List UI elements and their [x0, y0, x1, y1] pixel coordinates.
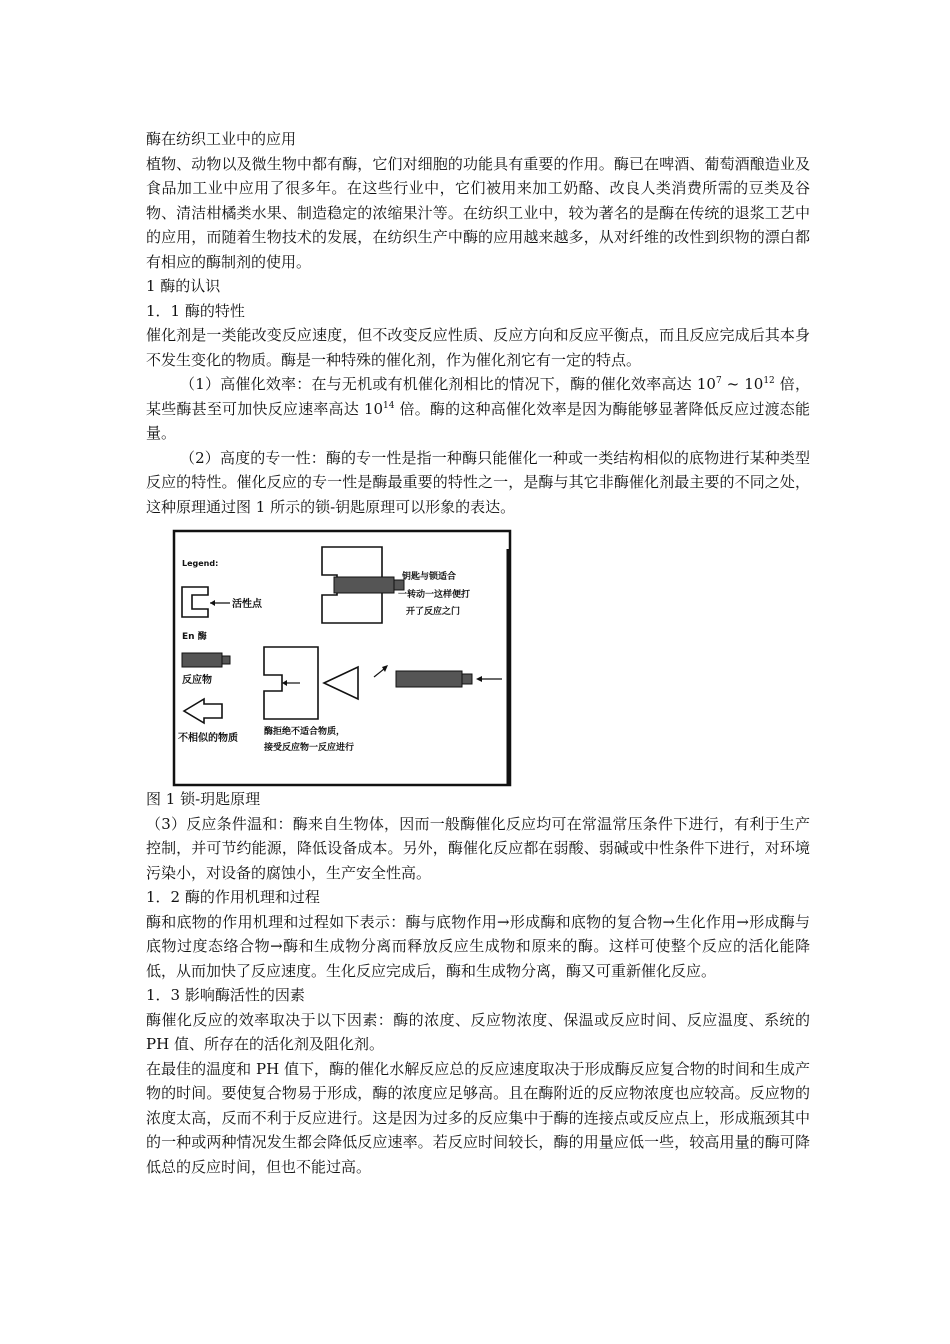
- key-fit-label-1: 钥匙与锁适合: [402, 572, 457, 582]
- lock-key-figure: [172, 529, 512, 787]
- legend-reactant-shape: [182, 653, 222, 667]
- mild-conditions-paragraph: （3）反应条件温和：酶来自生物体，因而一般酶催化反应均可在常温常压条件下进行，有利于生产控制，并可节约能源，降低设备成本。另外，酶催化反应都在弱酸、弱碱或中性条件下进行，对环境污染小，对设备的腐蚀小，生产安全性高。: [146, 814, 810, 882]
- intro-paragraph: 植物、动物以及微生物中都有酶，它们对细胞的功能具有重要的作用。酶已在啤酒、葡萄酒酿造业及食品加工业中应用了很多年。在这些行业中，它们被用来加工奶酪、改良人类消费所需的豆类及谷物、清洁柑橘类水果、制造稳定的浓缩果汁等。在纺织工业中，较为著名的是酶在传统的退浆工艺中的应用，而随着生物技术的发展，在纺织生产中酶的应用越来越多，从对纤维的改性到织物的漂白都有相应的酶制剂的使用。: [146, 154, 810, 271]
- factors-paragraph: 酶催化反应的效率取决于以下因素：酶的浓度、反应物浓度、保温或反应时间、反应温度、系统的 PH 值、所存在的活化剂及阻化剂。: [146, 1010, 810, 1053]
- reactant-knob: [462, 674, 472, 684]
- reject-label-2: 接受反应物一反应进行: [264, 743, 355, 753]
- key-fit-label-3: 开了反应之门: [406, 607, 461, 617]
- active-site-label: 活性点: [232, 599, 262, 610]
- figure-caption: 图 1 锁-玥匙原理: [146, 790, 261, 808]
- mechanism-paragraph: 酶和底物的作用机理和过程如下表示：酶与底物作用→形成酶和底物的复合物→生化作用→形成酶与底物过度态络合物→酶和生成物分离而释放反应生成物和原来的酶。这样可使整个反应的活化能降低，从而加快了反应速度。生化反应完成后，酶和生成物分离，酶又可重新催化反应。: [146, 912, 810, 980]
- reject-label-1: 酶拒绝不适合物质，: [264, 727, 346, 737]
- section-1-3-heading: 1．3 影响酶活性的因素: [146, 986, 305, 1004]
- lock-key-diagram: [172, 529, 512, 787]
- legend-reactant-knob: [222, 656, 230, 664]
- reactant-label: 反应物: [182, 675, 212, 686]
- section-1-2-heading: 1．2 酶的作用机理和过程: [146, 888, 320, 906]
- enzyme-label: En 酶: [182, 632, 207, 642]
- optimum-paragraph: 在最佳的温度和 PH 值下，酶的催化水解反应总的反应速度取决于形成酶反应复合物的时间和生成产物的时间。要使复合物易于形成，酶的浓度应足够高。且在酶附近的反应物浓度也应较高。反应物的浓度太高，反而不利于反应进行。这是因为过多的反应集中于酶的连接点或反应点上，形成瓶颈其中的一种或两种情况发生都会降低反应速率。若反应时间较长，酶的用量应低一些，较高用量的酶可降低总的反应时间，但也不能过高。: [146, 1059, 810, 1176]
- dissimilar-label: 不相似的物质: [178, 733, 238, 744]
- section-1-heading: 1 酶的认识: [146, 277, 221, 295]
- document-title: 酶在纺织工业中的应用: [146, 130, 297, 148]
- efficiency-paragraph: （1）高催化效率：在与无机或有机催化剂相比的情况下，酶的催化效率高达 $10^7$ ~ $10^{12}$ 倍，某些酶甚至可加快反应速率高达 $10^{14}$ 倍。酶的这种高催化效率是因为酶能够显著降低反应过渡态能量。: [146, 375, 810, 442]
- document-page: [146, 127, 810, 1179]
- catalyst-paragraph: 催化剂是一类能改变反应速度，但不改变反应性质、反应方向和反应平衡点，而且反应完成后其本身不发生变化的物质。酶是一种特殊的催化剂，作为催化剂它有一定的特点。: [146, 326, 810, 369]
- specificity-paragraph: （2）高度的专一性：酶的专一性是指一种酶只能催化一种或一类结构相似的底物进行某种类型反应的特性。催化反应的专一性是酶最重要的特性之一，是酶与其它非酶催化剂最主要的不同之处，这种原理通过图 1 所示的锁-钥匙原理可以形象的表达。: [146, 448, 810, 516]
- reactant-shape: [396, 671, 462, 687]
- key-reactant-shape: [334, 577, 394, 593]
- section-1-1-heading: 1．1 酶的特性: [146, 301, 245, 320]
- legend-label: Legend:: [182, 559, 219, 568]
- key-fit-label-2: 一转动一这样便打: [398, 590, 471, 600]
